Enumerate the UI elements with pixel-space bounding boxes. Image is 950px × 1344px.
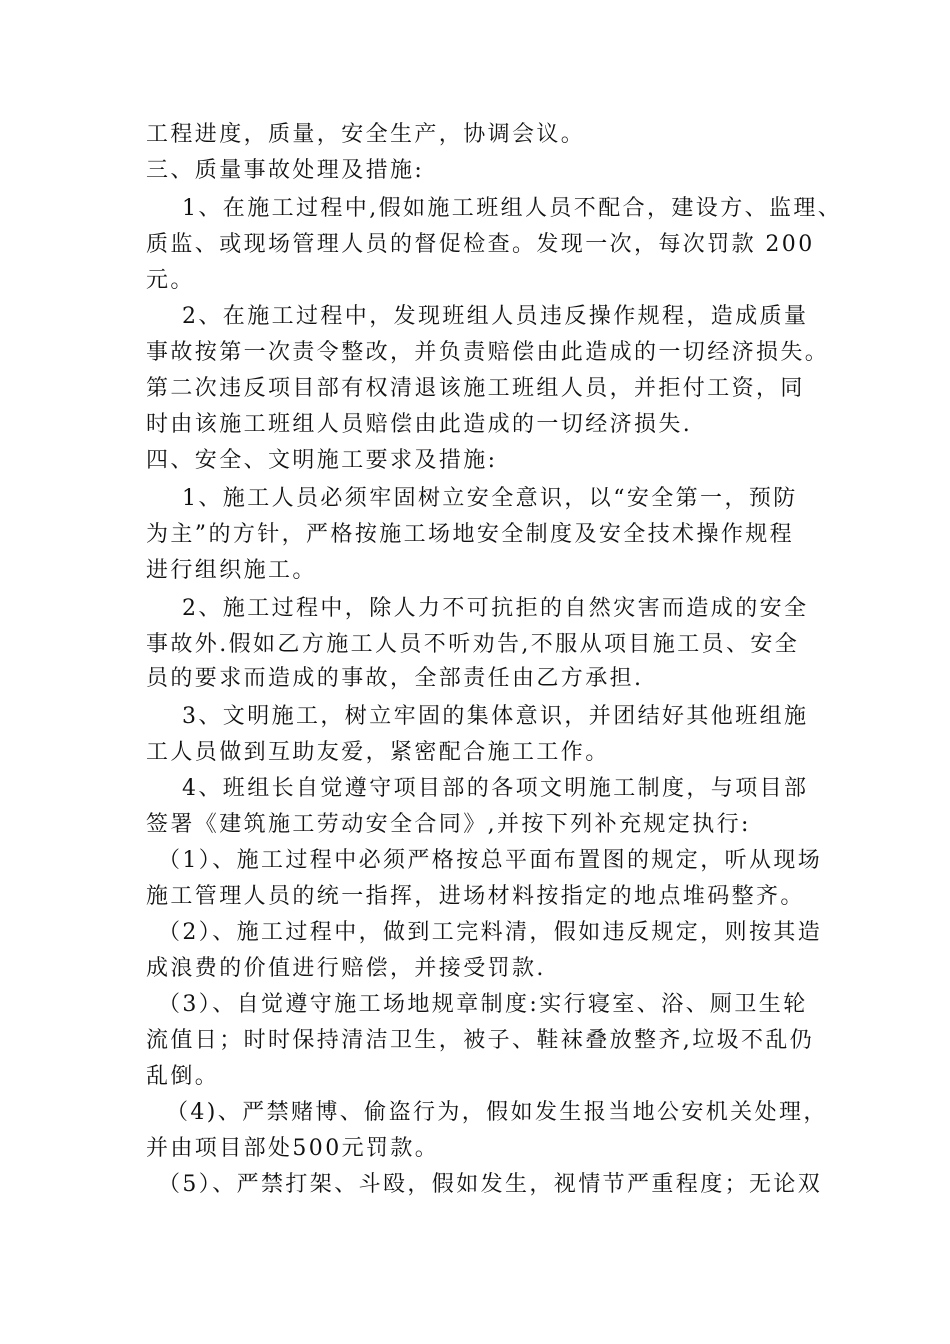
text-line: 成浪费的价值进行赔偿，并接受罚款. [146, 956, 546, 981]
list-item: （1）、施工过程中必须严格按总平面布置图的规定，听从现场 [158, 848, 823, 873]
text-line: 流值日；时时保持清洁卫生，被子、鞋袜叠放整齐,垃圾不乱仍 [146, 1028, 815, 1053]
text-line: 3、文明施工，树立牢固的集体意识，并团结好其他班组施 [182, 704, 809, 729]
text-line: 1、在施工过程中,假如施工班组人员不配合，建设方、监理、 [182, 196, 843, 221]
section-heading: 三、质量事故处理及措施: [146, 158, 425, 183]
text-line: 签署《建筑施工劳动安全合同》,并按下列补充规定执行: [146, 812, 751, 837]
text-line: 2、施工过程中，除人力不可抗拒的自然灾害而造成的安全 [182, 596, 809, 621]
text-line: 为主”的方针，严格按施工场地安全制度及安全技术操作规程 [146, 522, 795, 547]
list-item: （4)、严禁赌博、偷盗行为，假如发生报当地公安机关处理， [166, 1100, 828, 1125]
text-line: 第二次违反项目部有权清退该施工班组人员，并拒付工资，同 [146, 376, 805, 401]
list-item: （5）、严禁打架、斗殴，假如发生，视情节严重程度；无论双 [158, 1172, 823, 1197]
list-item: （3）、自觉遵守施工场地规章制度:实行寝室、浴、厕卫生轮 [158, 992, 808, 1017]
text-line: 员的要求而造成的事故，全部责任由乙方承担. [146, 666, 644, 691]
text-line: 事故外.假如乙方施工人员不听劝告,不服从项目施工员、安全 [146, 632, 800, 657]
text-line: 时由该施工班组人员赔偿由此造成的一切经济损失. [146, 412, 693, 437]
section-heading: 四、安全、文明施工要求及措施: [146, 448, 498, 473]
text-line: 4、班组长自觉遵守项目部的各项文明施工制度，与项目部 [182, 776, 809, 801]
text-line: 事故按第一次责令整改，并负责赔偿由此造成的一切经济损失。 [146, 340, 830, 365]
text-line: 2、在施工过程中，发现班组人员违反操作规程，造成质量 [182, 304, 809, 329]
list-item: （2）、施工过程中，做到工完料清，假如违反规定，则按其造 [158, 920, 823, 945]
text-line: 1、施工人员必须牢固树立安全意识，以“安全第一，预防 [182, 486, 798, 511]
text-line: 施工管理人员的统一指挥，进场材料按指定的地点堆码整齐。 [146, 884, 805, 909]
text-line: 进行组织施工。 [146, 558, 317, 583]
text-line: 工人员做到互助友爱，紧密配合施工工作。 [146, 740, 610, 765]
text-line: 工程进度，质量，安全生产，协调会议。 [146, 122, 586, 147]
text-line: 并由项目部处500元罚款。 [146, 1136, 440, 1161]
text-line: 乱倒。 [146, 1064, 220, 1089]
text-line: 元。 [146, 268, 195, 293]
text-line: 质监、或现场管理人员的督促检查。发现一次，每次罚款 200 [146, 232, 815, 257]
